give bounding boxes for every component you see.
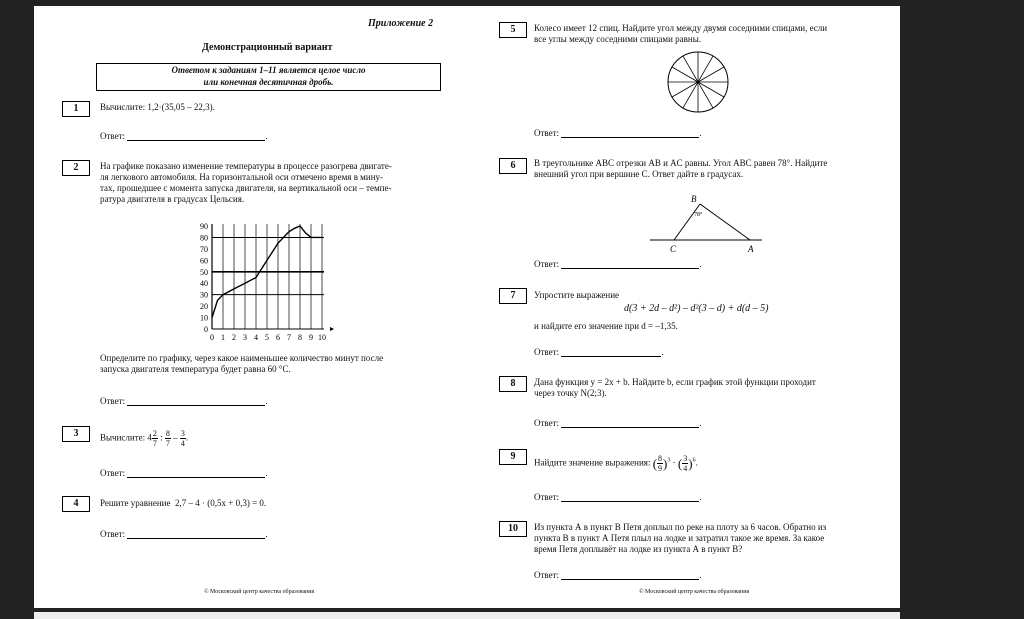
y-tick-label: 10 [200,313,208,323]
task-2-number: 2 [62,160,90,176]
operator: – [173,432,178,443]
appendix-label: Приложение 2 [368,18,434,29]
x-tick-label: 7 [287,333,291,342]
y-tick-label: 20 [200,302,208,312]
task-1-expression: 1,2·(35,05 – 22,3). [147,102,215,112]
task-4-number: 4 [62,496,90,512]
task-3-text: Вычислите: 4 $\frac{2}{7}$ : $\frac{8}{7}$ – $\frac{3}{4}$ . [100,429,189,448]
task-2-question-line: Определите по графику, через какое наименьшее количество минут после [100,353,384,363]
task-3-number: 3 [62,426,90,442]
triangle-side-ba [700,204,750,240]
task-9-prompt: Найдите значение выражения: [534,457,651,468]
y-tick-label: 70 [200,244,208,254]
task-8-answer-field[interactable] [561,427,699,428]
denominator: 4 [180,439,185,448]
x-tick-label: 8 [298,333,302,342]
task-8-number: 8 [499,376,527,392]
task-2-line: тах, прошедшее с момента запуска двигателя, на вертикальной оси – темпе- [100,183,392,193]
task-8-line: через точку N(2;3). [534,388,607,398]
task-3-whole: 4 [147,432,152,443]
task-7-expression: d(3 + 2d – d²) – d²(3 – d) + d(d – 5) [624,303,769,314]
fraction [152,429,158,448]
x-axis-arrow [330,327,334,331]
task-1-number: 1 [62,101,90,117]
answer-label: Ответ: [534,128,560,138]
angle-label: 78° [694,212,703,218]
numerator: 8 [658,454,663,463]
task-9-number: 9 [499,449,527,465]
task-10-number: 10 [499,521,527,537]
wheel-figure [666,50,730,114]
chart-grid [212,224,334,331]
answer-label: Ответ: [534,347,560,357]
task-3-answer: Ответ: . [100,468,268,478]
x-tick-label: 5 [265,333,269,342]
task-10-answer-field[interactable] [561,579,699,580]
task-8-text [534,377,874,399]
task-2-text [100,161,440,205]
x-tick-label: 4 [254,333,258,342]
task-9-text: Найдите значение выражения: ( $\frac{8}{9}$ )$^3$ · ( $\frac{3}{4}$ )$^6$. [534,454,698,473]
task-10-text [534,522,874,555]
y-tick-label: 60 [200,256,208,266]
page-title: Демонстрационный вариант [202,42,333,53]
denominator: 4 [683,464,688,473]
x-tick-label: 10 [318,333,326,342]
answer-label: Ответ: [534,492,560,502]
task-2-line: На графике показано изменение температуры в процессе разогрева двигате- [100,161,392,171]
task-2-line: ратура двигателя в градусах Цельсия. [100,194,245,204]
task-5-answer: Ответ: . [534,128,702,138]
task-7-prompt: Упростите выражение [534,290,620,300]
task-7-number: 7 [499,288,527,304]
task-10-line: время Петя доплывёт на лодке из пункта А в пункт В? [534,544,743,554]
numerator: 2 [152,429,157,438]
task-7-answer-field[interactable] [561,356,661,357]
x-tick-label: 1 [221,333,225,342]
footer-right: © Московский центр качества образования [639,589,750,595]
task-5-text [534,23,874,45]
task-6-answer-field[interactable] [561,268,699,269]
instructions-line-1: Ответом к заданиям 1–11 является целое число [171,65,366,75]
task-7-condition: и найдите его значение при d = –1,35. [534,321,678,331]
document-page [34,6,900,608]
task-4-text [100,498,266,509]
x-tick-label: 9 [309,333,313,342]
task-5-line: Колесо имеет 12 спиц. Найдите угол между двумя соседними спицами, если [534,23,828,33]
task-5-answer-field[interactable] [561,137,699,138]
triangle-side-cb [674,204,700,240]
task-9-answer: Ответ: . [534,492,702,502]
vertex-c-label: C [670,244,677,254]
task-10-line: Из пункта А в пункт В Петя доплыл по реке на плоту за 6 часов. Обратно из [534,522,827,532]
x-tick-label: 3 [243,333,247,342]
exponent: 3 [667,457,671,464]
task-5-line: все углы между соседними спицами равны. [534,34,702,44]
task-6-line: внешний угол при вершине C. Ответ дайте в градусах. [534,169,744,179]
next-page-edge [34,612,900,619]
denominator: 7 [165,439,170,448]
task-1-prompt: Вычислите: [100,102,146,112]
task-6-text [534,158,874,180]
instructions-line-2: или конечная десятичная дробь. [203,77,334,87]
x-tick-label: 2 [232,333,236,342]
chart-tick-labels [200,222,326,342]
task-2-line: ля легкового автомобиля. На горизонтальной оси отмечено время в мину- [100,172,384,182]
task-4-answer-field[interactable] [127,538,265,539]
footer-left: © Московский центр качества образования [204,589,315,595]
task-4-expression: 2,7 – 4 · (0,5x + 0,3) = 0. [175,498,267,508]
numerator: 8 [165,429,170,438]
fraction [165,429,171,448]
denominator: 9 [658,464,663,473]
triangle-figure [644,192,774,254]
instructions-box [96,63,441,91]
numerator: 3 [683,454,688,463]
answer-label: Ответ: [100,396,126,406]
y-tick-label: 0 [204,325,208,334]
numerator: 3 [180,429,185,438]
fraction [180,429,186,448]
task-2-answer-field[interactable] [127,405,265,406]
answer-label: Ответ: [100,468,126,478]
task-2-question-line: запуска двигателя температура будет равна 60 °C. [100,364,291,374]
answer-label: Ответ: [534,418,560,428]
task-10-line: пункта В в пункт А Петя плыл на лодке и затратил такое же время. За какое [534,533,825,543]
task-5-number: 5 [499,22,527,38]
task-1-text [100,102,215,113]
answer-label: Ответ: [534,570,560,580]
x-tick-label: 0 [210,333,214,342]
task-2-answer: Ответ: . [100,396,268,406]
answer-label: Ответ: [100,529,126,539]
y-tick-label: 40 [200,279,208,289]
task-1-answer-field[interactable] [127,140,265,141]
task-2-question [100,353,440,375]
task-6-answer: Ответ: . [534,259,702,269]
operator: : [160,432,163,443]
task-9-answer-field[interactable] [561,501,699,502]
task-3-answer-field[interactable] [127,477,265,478]
denominator: 7 [152,439,157,448]
exponent: 6 [692,457,696,464]
task-4-answer: Ответ: . [100,529,268,539]
task-4-prompt: Решите уравнение [100,498,171,508]
vertex-b-label: B [691,194,697,204]
task-3-prompt: Вычислите: [100,432,146,443]
y-tick-label: 30 [200,290,208,300]
task-8-answer: Ответ: . [534,418,702,428]
x-tick-label: 6 [276,333,280,342]
vertex-a-label: A [748,244,754,254]
task-6-line: В треугольнике ABC отрезки AB и AC равны. Угол ABC равен 78°. Найдите [534,158,828,168]
task-6-number: 6 [499,158,527,174]
temperature-chart [194,212,344,342]
answer-label: Ответ: [534,259,560,269]
y-tick-label: 90 [200,222,208,231]
y-tick-label: 50 [200,267,208,277]
task-1-answer: Ответ: . [100,131,268,141]
y-tick-label: 80 [200,233,208,243]
task-10-answer: Ответ: . [534,570,702,580]
answer-label: Ответ: [100,131,126,141]
task-7-answer: Ответ: . [534,347,664,357]
task-8-line: Дана функция y = 2x + b. Найдите b, если график этой функции проходит [534,377,816,387]
